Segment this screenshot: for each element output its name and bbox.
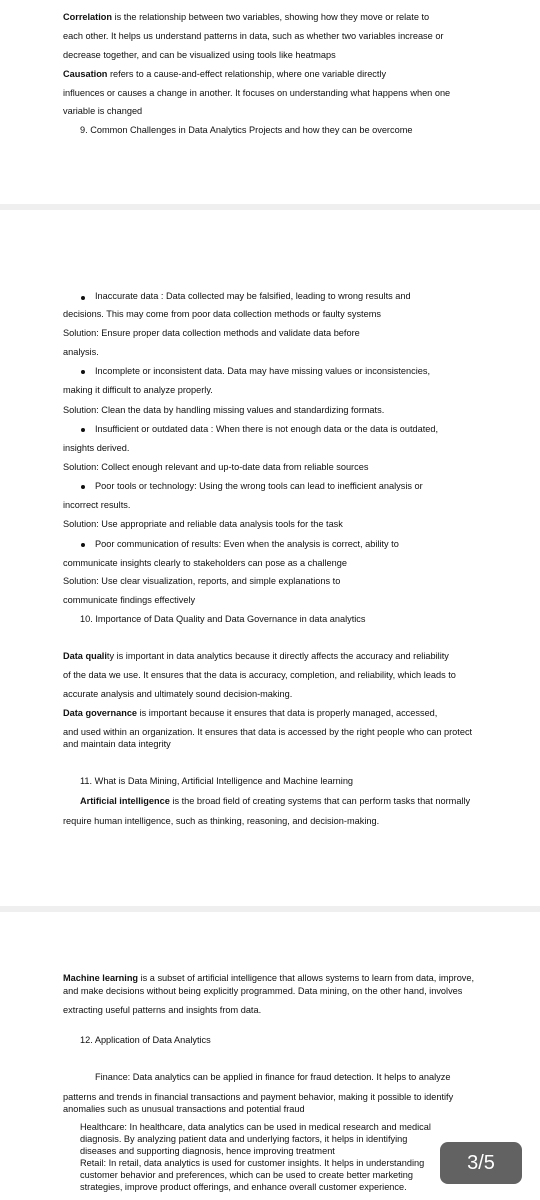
healthcare-paragraph-line-2: diagnosis. By analyzing patient data and underlying factors, it helps in identifying [80,1134,408,1144]
bullet-inaccurate-data: Inaccurate data : Data collected may be falsified, leading to wrong results and [95,291,411,301]
ai-term: Artificial intelligence [80,796,170,806]
causation-paragraph-line-3: variable is changed [63,106,143,116]
correlation-paragraph-line-3: decrease together, and can be visualized using tools like heatmaps [63,50,336,60]
finance-paragraph-line-3: anomalies such as unusual transactions and potential fraud [63,1104,305,1114]
causation-paragraph-line-2: influences or causes a change in another. It focuses on understanding what happens when one [63,88,451,98]
correlation-paragraph-line-2: each other. It helps us understand patterns in data, such as whether two variables increase or [63,31,444,41]
ai-paragraph-line-1: Artificial intelligence is the broad field of creating systems that can perform tasks that normally [80,796,471,806]
ai-paragraph-line-2: require human intelligence, such as thinking, reasoning, and decision-making. [63,816,380,826]
bullet-text-line: insights derived. [63,443,130,453]
data-governance-paragraph-line-2: and used within an organization. It ensures that data is accessed by the right people who can protect [63,727,473,737]
ml-term: Machine learning [63,973,139,983]
ml-paragraph-line-1: Machine learning is a subset of artificial intelligence that allows systems to learn from data, improve, [63,973,475,983]
finance-paragraph-line-2: patterns and trends in financial transactions and payment behavior, making it possible to identify [63,1092,454,1102]
solution-text: Solution: Collect enough relevant and up-to-date data from reliable sources [63,462,369,472]
solution-text: analysis. [63,347,99,357]
data-quality-paragraph-line-1: Data quality is important in data analytics because it directly affects the accuracy and reliability [63,651,449,661]
bullet-text-line: decisions. This may come from poor data collection methods or faulty systems [63,309,381,319]
data-quality-term: Data quali [63,651,107,661]
causation-paragraph-line-1: Causation refers to a cause-and-effect relationship, where one variable directly [63,69,387,79]
data-governance-paragraph-line-1: Data governance is important because it ensures that data is properly managed, accessed, [63,708,438,718]
retail-paragraph-line-3: strategies, improve product offerings, and enhance overall customer experience. [80,1182,407,1192]
data-governance-paragraph-line-3: and maintain data integrity [63,739,171,749]
data-quality-paragraph-line-2: of the data we use. It ensures that the data is accuracy, completion, and reliability, which leads to [63,670,456,680]
solution-text: communicate findings effectively [63,595,196,605]
healthcare-paragraph-line-3: diseases and supporting diagnosis, hence improving treatment [80,1146,335,1156]
bullet-poor-tools: Poor tools or technology: Using the wrong tools can lead to inefficient analysis or [95,481,423,491]
ml-paragraph-line-2: and make decisions without being explicitly programmed. Data mining, on the other hand, involves [63,986,463,996]
bullet-poor-communication: Poor communication of results: Even when the analysis is correct, ability to [95,539,399,549]
healthcare-paragraph-line-1: Healthcare: In healthcare, data analytics can be used in medical research and medical [80,1122,431,1132]
bullet-dot [81,428,85,432]
bullet-dot [81,485,85,489]
bullet-dot [81,543,85,547]
section-heading-9: 9. Common Challenges in Data Analytics Projects and how they can be overcome [80,125,413,135]
retail-paragraph-line-2: customer behavior and preferences, which can be used to create better marketing [80,1170,413,1180]
data-governance-term: Data governance [63,708,138,718]
solution-text: Solution: Use clear visualization, reports, and simple explanations to [63,576,341,586]
bullet-dot [81,296,85,300]
section-heading-10: 10. Importance of Data Quality and Data Governance in data analytics [80,614,366,624]
bullet-text-line: communicate insights clearly to stakeholders can pose as a challenge [63,558,347,568]
bullet-text-line: incorrect results. [63,500,131,510]
section-heading-12: 12. Application of Data Analytics [80,1035,211,1045]
correlation-paragraph-line-1: Correlation is the relationship between two variables, showing how they move or relate to [63,12,430,22]
section-heading-11: 11. What is Data Mining, Artificial Intelligence and Machine learning [80,776,354,786]
bullet-dot [81,370,85,374]
retail-paragraph-line-1: Retail: In retail, data analytics is used for customer insights. It helps in understanding [80,1158,425,1168]
document-page-2 [0,210,540,906]
page-indicator-badge: 3/5 [440,1142,522,1184]
solution-text: Solution: Clean the data by handling missing values and standardizing formats. [63,405,385,415]
finance-paragraph-line-1: Finance: Data analytics can be applied in finance for fraud detection. It helps to analyze [95,1072,451,1082]
correlation-term: Correlation [63,12,113,22]
solution-text: Solution: Use appropriate and reliable data analysis tools for the task [63,519,343,529]
data-quality-paragraph-line-3: accurate analysis and ultimately sound decision-making. [63,689,293,699]
document-page-1 [0,0,540,205]
bullet-text-line: making it difficult to analyze properly. [63,385,213,395]
causation-term: Causation [63,69,108,79]
bullet-incomplete-data: Incomplete or inconsistent data. Data may have missing values or inconsistencies, [95,366,430,376]
ml-paragraph-line-3: extracting useful patterns and insights from data. [63,1005,262,1015]
solution-text: Solution: Ensure proper data collection methods and validate data before [63,328,360,338]
bullet-outdated-data: Insufficient or outdated data : When there is not enough data or the data is outdated, [95,424,439,434]
